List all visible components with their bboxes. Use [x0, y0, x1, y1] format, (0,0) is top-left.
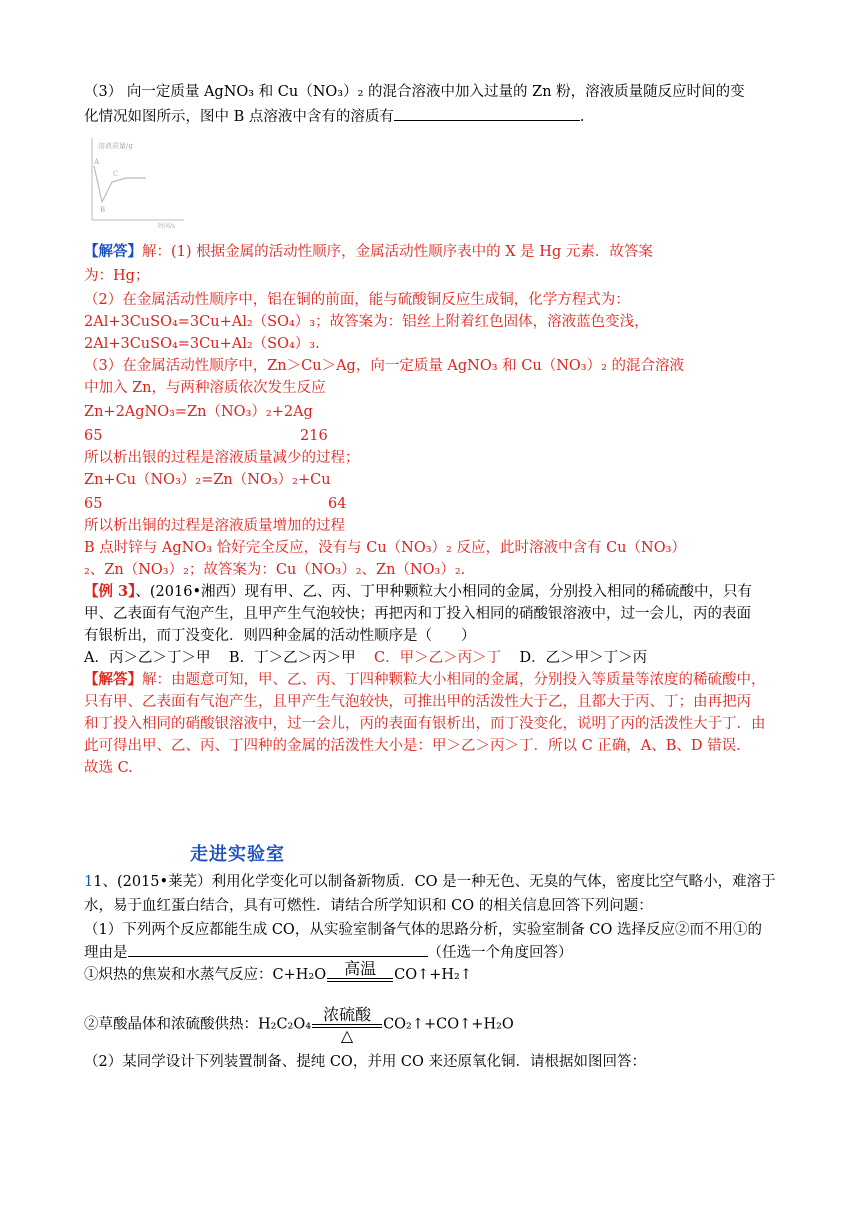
reaction-2-cond-bottom: △	[340, 1026, 354, 1045]
q3-line-2	[84, 106, 584, 127]
example3-line-2: 甲、乙表面有气泡产生，且甲产生气泡较快；再把丙和丁投入相同的硝酸银溶液中，过一会儿，丙的表面	[84, 606, 751, 622]
answer2-tag: 【解答】	[84, 671, 142, 688]
graph-curve	[94, 166, 146, 202]
answer-line-13: 所以析出铜的过程是溶液质量增加的过程	[84, 518, 345, 534]
example3-line-1	[84, 582, 752, 602]
option-b: B．丁＞乙＞丙＞甲	[228, 650, 356, 666]
mass-time-graph	[86, 136, 186, 232]
answer2-line-2: 只有甲、乙表面有气泡产生，且甲产生气泡较快，可推出甲的活泼性大于乙，且都大于丙、丁；由再把丙	[84, 694, 751, 710]
equals-bar	[327, 978, 393, 982]
answer-line-1	[84, 242, 653, 262]
answer-line-5: 2Al+3CuSO₄=3Cu+Al₂（SO₄）₃.	[84, 336, 320, 352]
answer-blank	[394, 106, 580, 121]
answer-line-9b: 216	[300, 428, 328, 444]
reaction-2-products: CO₂↑+CO↑+H₂O	[383, 1016, 514, 1033]
q3-line-2-text: 化情况如图所示，图中 B 点溶液中含有的溶质有	[84, 109, 394, 125]
answer2-text-1: 解：由题意可知，甲、乙、丙、丁四种颗粒大小相同的金属，分别投入等质量等浓度的稀硫酸中，	[142, 672, 766, 688]
answer-tag: 【解答】	[84, 243, 142, 260]
answer-line-3: （2）在金属活动性顺序中，铝在铜的前面，能与硫酸铜反应生成铜，化学方程式为：	[84, 292, 630, 308]
q1-text-4: 理由是	[84, 945, 128, 961]
q1-line-1	[84, 872, 776, 892]
answer2-line-1	[84, 670, 766, 690]
reaction-2	[84, 1006, 514, 1043]
reaction-1-products: CO↑+H₂↑	[394, 967, 472, 983]
reaction-2-cond-top: 浓硫酸	[323, 1005, 372, 1024]
q1-text-1: 1、(2015•莱芜）利用化学变化可以制备新物质．CO 是一种无色、无臭的气体，密度比空气略小，难溶于	[93, 874, 776, 890]
answer-line-9: 65	[84, 428, 103, 444]
answer-line-12: 65	[84, 496, 103, 512]
answer-line-2: 为：Hg；	[84, 268, 150, 284]
example3-line-3: 有银析出，而丁没变化．则四种金属的活动性顺序是（ ）	[84, 628, 476, 644]
section-heading: 走进实验室	[190, 844, 285, 865]
example3-tag: 【例 3】	[84, 583, 136, 600]
graph-point-c: C	[113, 170, 119, 178]
answer-line-10: 所以析出银的过程是溶液质量减少的过程；	[84, 450, 360, 466]
graph-point-b: B	[100, 206, 106, 214]
graph-ylabel: 溶液质量/g	[98, 142, 133, 150]
answer-line-8: Zn+2AgNO₃=Zn（NO₃）₂+2Ag	[84, 404, 313, 420]
q1-number: 1	[84, 874, 94, 890]
answer2-line-5: 故选 C.	[84, 760, 133, 776]
q3-line-1: （3） 向一定质量 AgNO₃ 和 Cu（NO₃）₂ 的混合溶液中加入过量的 Zn 粉，溶液质量随反应时间的变	[84, 84, 745, 100]
q1-line-2: 水，易于血红蛋白结合，具有可燃性．请结合所学知识和 CO 的相关信息回答下列问题：	[84, 898, 653, 914]
option-d: D．乙＞甲＞丁＞丙	[519, 650, 648, 666]
example3-text-1: 、(2016•湘西）现有甲、乙、丙、丁甲种颗粒大小相同的金属，分别投入相同的稀硫酸中，只有	[135, 584, 752, 600]
graph-xlabel: 时间/s	[158, 223, 176, 230]
answer2-line-3: 和丁投入相同的硝酸银溶液中，过一会儿，丙的表面有银析出，而丁没变化，说明了丙的活泼性大于丁．由	[84, 716, 766, 732]
example3-options	[84, 648, 647, 668]
answer-line-6: （3）在金属活动性顺序中，Zn＞Cu＞Ag，向一定质量 AgNO₃ 和 Cu（NO₃）₂ 的混合溶液	[84, 358, 685, 374]
reaction-2-condition	[311, 1006, 383, 1043]
q1-line-3: （1）下列两个反应都能生成 CO，从实验室制备气体的思路分析，实验室制备 CO 选择反应②而不用①的	[84, 922, 763, 938]
q3-line-2-end: .	[579, 109, 585, 125]
answer-line-7: 中加入 Zn，与两种溶质依次发生反应	[84, 380, 326, 396]
answer-line-4: 2Al+3CuSO₄=3Cu+Al₂（SO₄）₃；故答案为：铝丝上附着红色固体，溶液蓝色变浅，	[84, 314, 649, 330]
option-a: A．丙＞乙＞丁＞甲	[84, 650, 211, 666]
reason-blank	[128, 942, 428, 957]
reaction-1-reactants: ①炽热的焦炭和水蒸气反应：C+H₂O	[84, 967, 327, 983]
reaction-1-condition	[326, 960, 394, 985]
option-c: C．甲＞乙＞丙＞丁	[374, 650, 502, 666]
answer-line-12b: 64	[328, 496, 347, 512]
graph-point-a: A	[94, 158, 100, 166]
reaction-1	[84, 960, 472, 985]
answer-line-15: ₂、Zn（NO₃）₂；故答案为：Cu（NO₃）₂、Zn（NO₃）₂.	[84, 562, 466, 578]
reaction-1-cond-text: 高温	[344, 959, 377, 978]
reaction-2-reactants: ②草酸晶体和浓硫酸供热：H₂C₂O₄	[84, 1016, 312, 1033]
answer-line-11: Zn+Cu（NO₃）₂=Zn（NO₃）₂+Cu	[84, 472, 331, 488]
q1-part-2: （2）某同学设计下列装置制备、提纯 CO，并用 CO 来还原氧化铜．请根据如图回答：	[84, 1054, 647, 1070]
q1-text-4b: （任选一个角度回答）	[427, 945, 573, 961]
answer-line-14: B 点时锌与 AgNO₃ 恰好完全反应，没有与 Cu（NO₃）₂ 反应，此时溶液中含有 Cu（NO₃）	[84, 540, 686, 556]
answer-text-1: 解：(1) 根据金属的活动性顺序，金属活动性顺序表中的 X 是 Hg 元素．故答案	[142, 244, 653, 260]
answer2-line-4: 此可得出甲、乙、丙、丁四种的金属的活泼性大小是：甲＞乙＞丙＞丁．所以 C 正确，A、B、D 错误．	[84, 738, 751, 754]
